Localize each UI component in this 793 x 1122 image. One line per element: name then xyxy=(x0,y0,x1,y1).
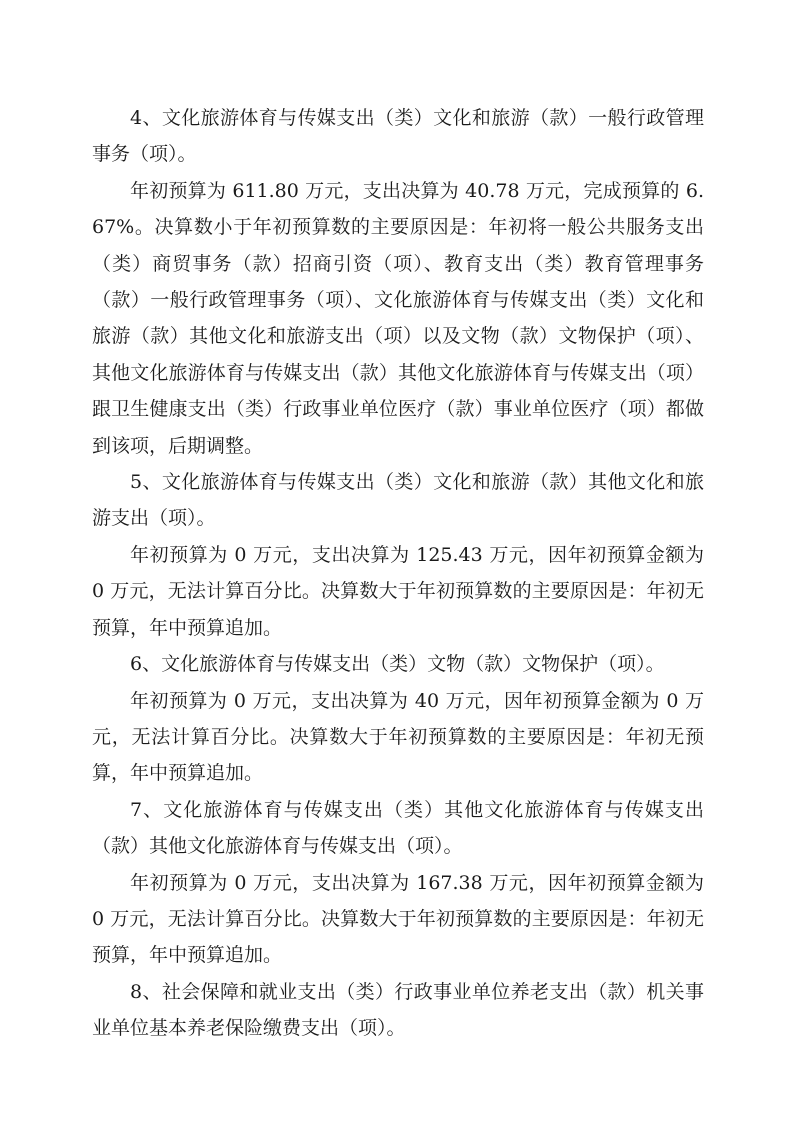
paragraph-item5-heading: 5、文化旅游体育与传媒支出（类）文化和旅游（款）其他文化和旅游支出（项）。 xyxy=(92,471,704,530)
paragraph-item7-body: 年初预算为 0 万元，支出决算为 167.38 万元，因年初预算金额为 0 万元，无法计算百分比。决算数大于年初预算数的主要原因是：年初无预算，年中预算追加。 xyxy=(92,871,704,967)
paragraph-item5-body: 年初预算为 0 万元，支出决算为 125.43 万元，因年初预算金额为 0 万元，无法计算百分比。决算数大于年初预算数的主要原因是：年初无预算，年中预算追加。 xyxy=(92,543,704,639)
paragraph-item4-body: 年初预算为 611.80 万元，支出决算为 40.78 万元，完成预算的 6.67%。决算数小于年初预算数的主要原因是：年初将一般公共服务支出（类）商贸事务（款）招商引资（项）、教育支出（类）教育管理事务（款）一般行政管理事务（项）、文化旅游体育与传媒支出（类）文化和旅游（款）其他文化和旅游支出（项）以及文物（款）文物保护（项）、其他文化旅游体育与传媒支出（款）其他文化旅游体育与传媒支出（项）跟卫生健康支出（类）行政事业单位医疗（款）事业单位医疗（项）都做到该项，后期调整。 xyxy=(92,179,704,457)
document-body xyxy=(92,100,704,1047)
paragraph-item6-heading: 6、文化旅游体育与传媒支出（类）文物（款）文物保护（项）。 xyxy=(130,653,665,676)
paragraph-item4-heading: 4、文化旅游体育与传媒支出（类）文化和旅游（款）一般行政管理事务（项）。 xyxy=(92,107,704,166)
paragraph-item6-body: 年初预算为 0 万元，支出决算为 40 万元，因年初预算金额为 0 万元，无法计算百分比。决算数大于年初预算数的主要原因是：年初无预算，年中预算追加。 xyxy=(92,689,704,785)
paragraph-item8-heading: 8、社会保障和就业支出（类）行政事业单位养老支出（款）机关事业单位基本养老保险缴费支出（项）。 xyxy=(92,980,704,1040)
paragraph-item7-heading: 7、文化旅游体育与传媒支出（类）其他文化旅游体育与传媒支出（款）其他文化旅游体育与传媒支出（项）。 xyxy=(92,798,704,858)
